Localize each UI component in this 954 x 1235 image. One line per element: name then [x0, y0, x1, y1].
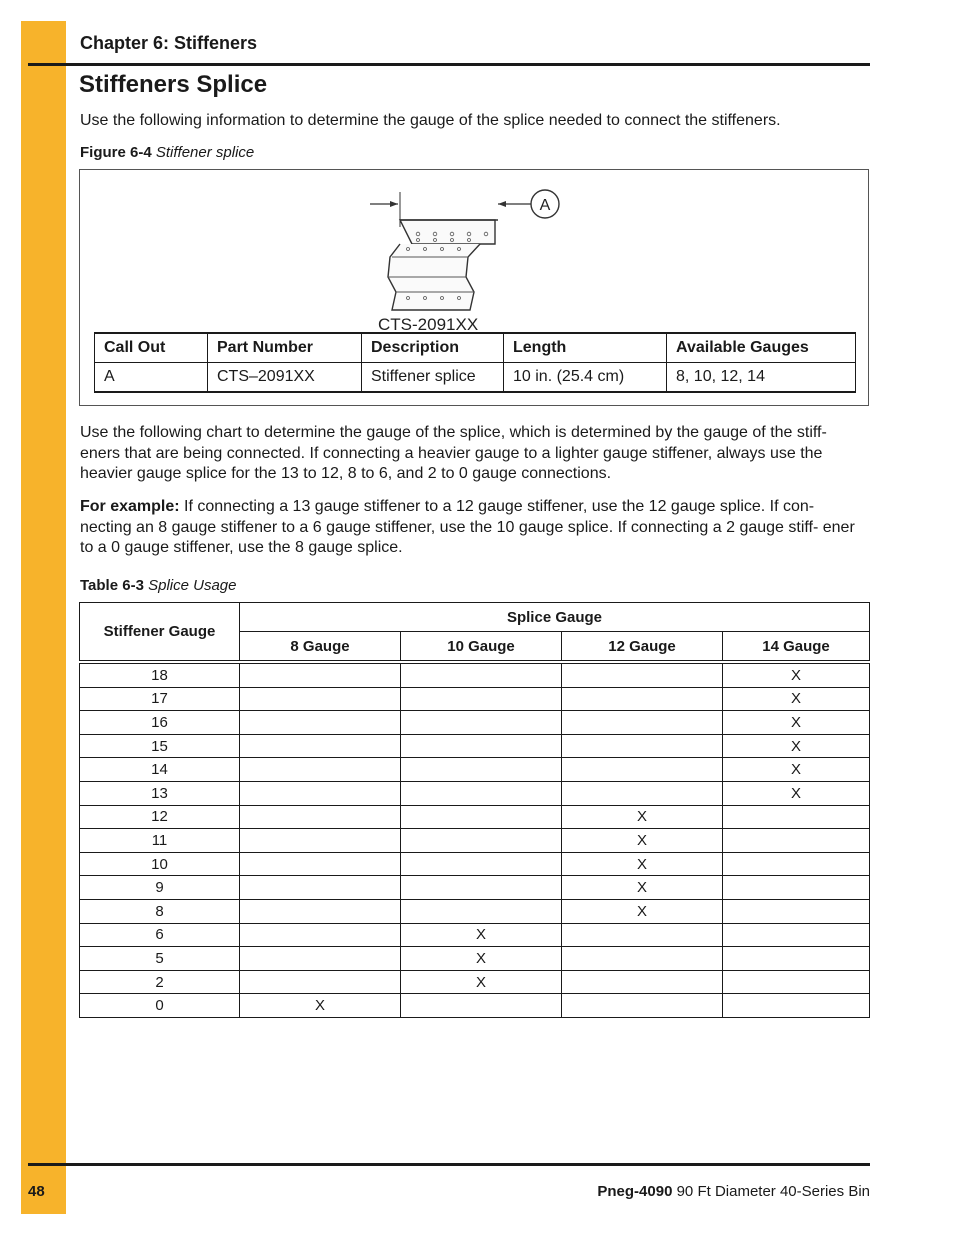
splice-mark-cell — [401, 829, 562, 853]
table-row — [80, 781, 870, 805]
stiffener-gauge-cell: 12 — [80, 805, 240, 829]
splice-mark-cell: X — [723, 711, 870, 735]
chapter-heading: Chapter 6: Stiffeners — [80, 33, 258, 53]
parts-cell-callout: A — [95, 363, 208, 393]
stiffener-gauge-cell: 13 — [80, 781, 240, 805]
splice-mark-cell — [240, 687, 401, 711]
intro-text: Use the following information to determine the gauge of the splice needed to connect the stiffeners. — [80, 112, 781, 129]
col-header-8-gauge: 8 Gauge — [240, 632, 401, 663]
splice-mark-cell — [401, 899, 562, 923]
parts-cell-gauges: 8, 10, 12, 14 — [667, 363, 856, 393]
stiffener-gauge-cell: 6 — [80, 923, 240, 947]
splice-mark-cell: X — [723, 734, 870, 758]
table-row — [80, 687, 870, 711]
callout-letter: A — [539, 197, 551, 214]
table-label: Table 6-3 — [80, 577, 144, 594]
table-row — [80, 947, 870, 971]
splice-mark-cell — [401, 781, 562, 805]
footer-rule — [28, 1163, 870, 1166]
parts-cell-part-number: CTS–2091XX — [208, 363, 362, 393]
table-row — [80, 852, 870, 876]
parts-header-description: Description — [362, 333, 504, 363]
splice-mark-cell — [401, 711, 562, 735]
splice-mark-cell — [562, 994, 723, 1018]
splice-mark-cell — [723, 947, 870, 971]
table-caption — [80, 577, 236, 594]
table-row — [80, 758, 870, 782]
splice-mark-cell — [240, 876, 401, 900]
stiffener-gauge-cell: 2 — [80, 970, 240, 994]
splice-mark-cell: X — [562, 876, 723, 900]
splice-mark-cell — [723, 994, 870, 1018]
parts-header-part-number: Part Number — [208, 333, 362, 363]
splice-mark-cell — [240, 899, 401, 923]
table-row — [80, 805, 870, 829]
splice-mark-cell — [240, 970, 401, 994]
figure-label: Figure 6-4 — [80, 144, 152, 161]
splice-mark-cell — [723, 923, 870, 947]
col-header-14-gauge: 14 Gauge — [723, 632, 870, 663]
splice-mark-cell — [401, 758, 562, 782]
parts-table — [94, 332, 856, 393]
table-row — [80, 899, 870, 923]
stiffener-gauge-cell: 8 — [80, 899, 240, 923]
footer-doc-id: Pneg-4090 — [597, 1183, 673, 1200]
splice-mark-cell: X — [723, 687, 870, 711]
splice-mark-cell — [562, 711, 723, 735]
parts-cell-description: Stiffener splice — [362, 363, 504, 393]
splice-mark-cell — [401, 994, 562, 1018]
guidance-paragraph: Use the following chart to determine the gauge of the splice, which is determined by the gauge of the stiff- eners that are being connected. If connecting a heavier gauge to a lighter gauge stiffener, always use the heavier gauge splice for the 13 to 12, 8 to 6, and 2 to 0 gauge connections. — [80, 424, 827, 482]
parts-header-gauges: Available Gauges — [667, 333, 856, 363]
splice-mark-cell — [401, 852, 562, 876]
splice-mark-cell — [240, 781, 401, 805]
parts-header-length: Length — [504, 333, 667, 363]
splice-mark-cell — [562, 947, 723, 971]
splice-mark-cell — [562, 662, 723, 687]
page-number: 48 — [28, 1183, 45, 1200]
figure-box — [79, 169, 869, 406]
splice-table-body — [80, 662, 870, 1017]
stiffener-splice-drawing — [370, 182, 600, 332]
splice-usage-table — [79, 602, 870, 1018]
parts-cell-length: 10 in. (25.4 cm) — [504, 363, 667, 393]
footer-doc-name: 90 Ft Diameter 40-Series Bin — [672, 1183, 870, 1200]
splice-mark-cell — [723, 829, 870, 853]
table-row — [80, 994, 870, 1018]
splice-mark-cell — [401, 687, 562, 711]
splice-mark-cell — [562, 970, 723, 994]
header-rule — [28, 63, 870, 66]
splice-mark-cell — [240, 711, 401, 735]
splice-mark-cell — [240, 758, 401, 782]
splice-mark-cell — [562, 923, 723, 947]
splice-mark-cell: X — [562, 899, 723, 923]
table-row — [80, 970, 870, 994]
stiffener-gauge-cell: 5 — [80, 947, 240, 971]
splice-mark-cell — [562, 781, 723, 805]
table-row — [80, 923, 870, 947]
figure-caption-text: Stiffener splice — [155, 144, 255, 161]
splice-mark-cell: X — [401, 947, 562, 971]
parts-row — [95, 363, 856, 393]
splice-mark-cell — [240, 947, 401, 971]
splice-mark-cell: X — [401, 970, 562, 994]
splice-mark-cell — [401, 662, 562, 687]
stiffener-gauge-cell: 9 — [80, 876, 240, 900]
footer-doc-title — [597, 1183, 870, 1200]
splice-mark-cell: X — [723, 662, 870, 687]
stiffener-gauge-cell: 10 — [80, 852, 240, 876]
splice-mark-cell — [562, 758, 723, 782]
example-paragraph — [80, 497, 870, 559]
section-title: Stiffeners Splice — [79, 71, 268, 98]
stiffener-gauge-cell: 11 — [80, 829, 240, 853]
table-row — [80, 829, 870, 853]
stiffener-gauge-cell: 17 — [80, 687, 240, 711]
side-accent-bar — [21, 21, 66, 1214]
example-lead: For example: — [80, 498, 180, 515]
splice-mark-cell — [401, 805, 562, 829]
splice-mark-cell — [723, 852, 870, 876]
splice-mark-cell — [723, 970, 870, 994]
stiffener-gauge-cell: 0 — [80, 994, 240, 1018]
splice-mark-cell: X — [723, 758, 870, 782]
figure-caption — [80, 144, 254, 161]
splice-mark-cell — [240, 805, 401, 829]
col-header-10-gauge: 10 Gauge — [401, 632, 562, 663]
splice-mark-cell — [723, 876, 870, 900]
table-caption-text: Splice Usage — [148, 577, 237, 594]
splice-mark-cell — [240, 829, 401, 853]
example-text: If connecting a 13 gauge stiffener to a 12 gauge stiffener, use the 12 gauge splice. If con- necting an 8 gauge stiffener to a 6 gauge stiffener, use the 10 gauge splice. If connecting a 2 gauge stiff- ener to a 0 gauge stiffener, use the 8 gauge splice. — [80, 498, 855, 556]
splice-mark-cell — [562, 734, 723, 758]
table-row — [80, 876, 870, 900]
col-header-12-gauge: 12 Gauge — [562, 632, 723, 663]
stiffener-gauge-cell: 18 — [80, 662, 240, 687]
splice-gauge-header: Splice Gauge — [240, 603, 870, 632]
splice-mark-cell — [240, 923, 401, 947]
stiffener-gauge-cell: 16 — [80, 711, 240, 735]
parts-header-row — [95, 333, 856, 363]
splice-header-row-1 — [80, 603, 870, 632]
splice-mark-cell — [240, 662, 401, 687]
table-row — [80, 662, 870, 687]
stiffener-gauge-cell: 14 — [80, 758, 240, 782]
table-row — [80, 711, 870, 735]
stiffener-gauge-cell: 15 — [80, 734, 240, 758]
splice-mark-cell: X — [562, 829, 723, 853]
part-label: CTS-2091XX — [378, 315, 479, 332]
table-row — [80, 734, 870, 758]
splice-mark-cell — [401, 734, 562, 758]
splice-mark-cell — [723, 805, 870, 829]
splice-mark-cell: X — [562, 805, 723, 829]
splice-mark-cell: X — [723, 781, 870, 805]
splice-mark-cell: X — [240, 994, 401, 1018]
splice-mark-cell: X — [401, 923, 562, 947]
splice-mark-cell — [240, 852, 401, 876]
parts-header-callout: Call Out — [95, 333, 208, 363]
splice-mark-cell — [240, 734, 401, 758]
splice-mark-cell — [401, 876, 562, 900]
splice-mark-cell — [562, 687, 723, 711]
stiffener-gauge-header: Stiffener Gauge — [80, 603, 240, 663]
splice-mark-cell: X — [562, 852, 723, 876]
splice-mark-cell — [723, 899, 870, 923]
